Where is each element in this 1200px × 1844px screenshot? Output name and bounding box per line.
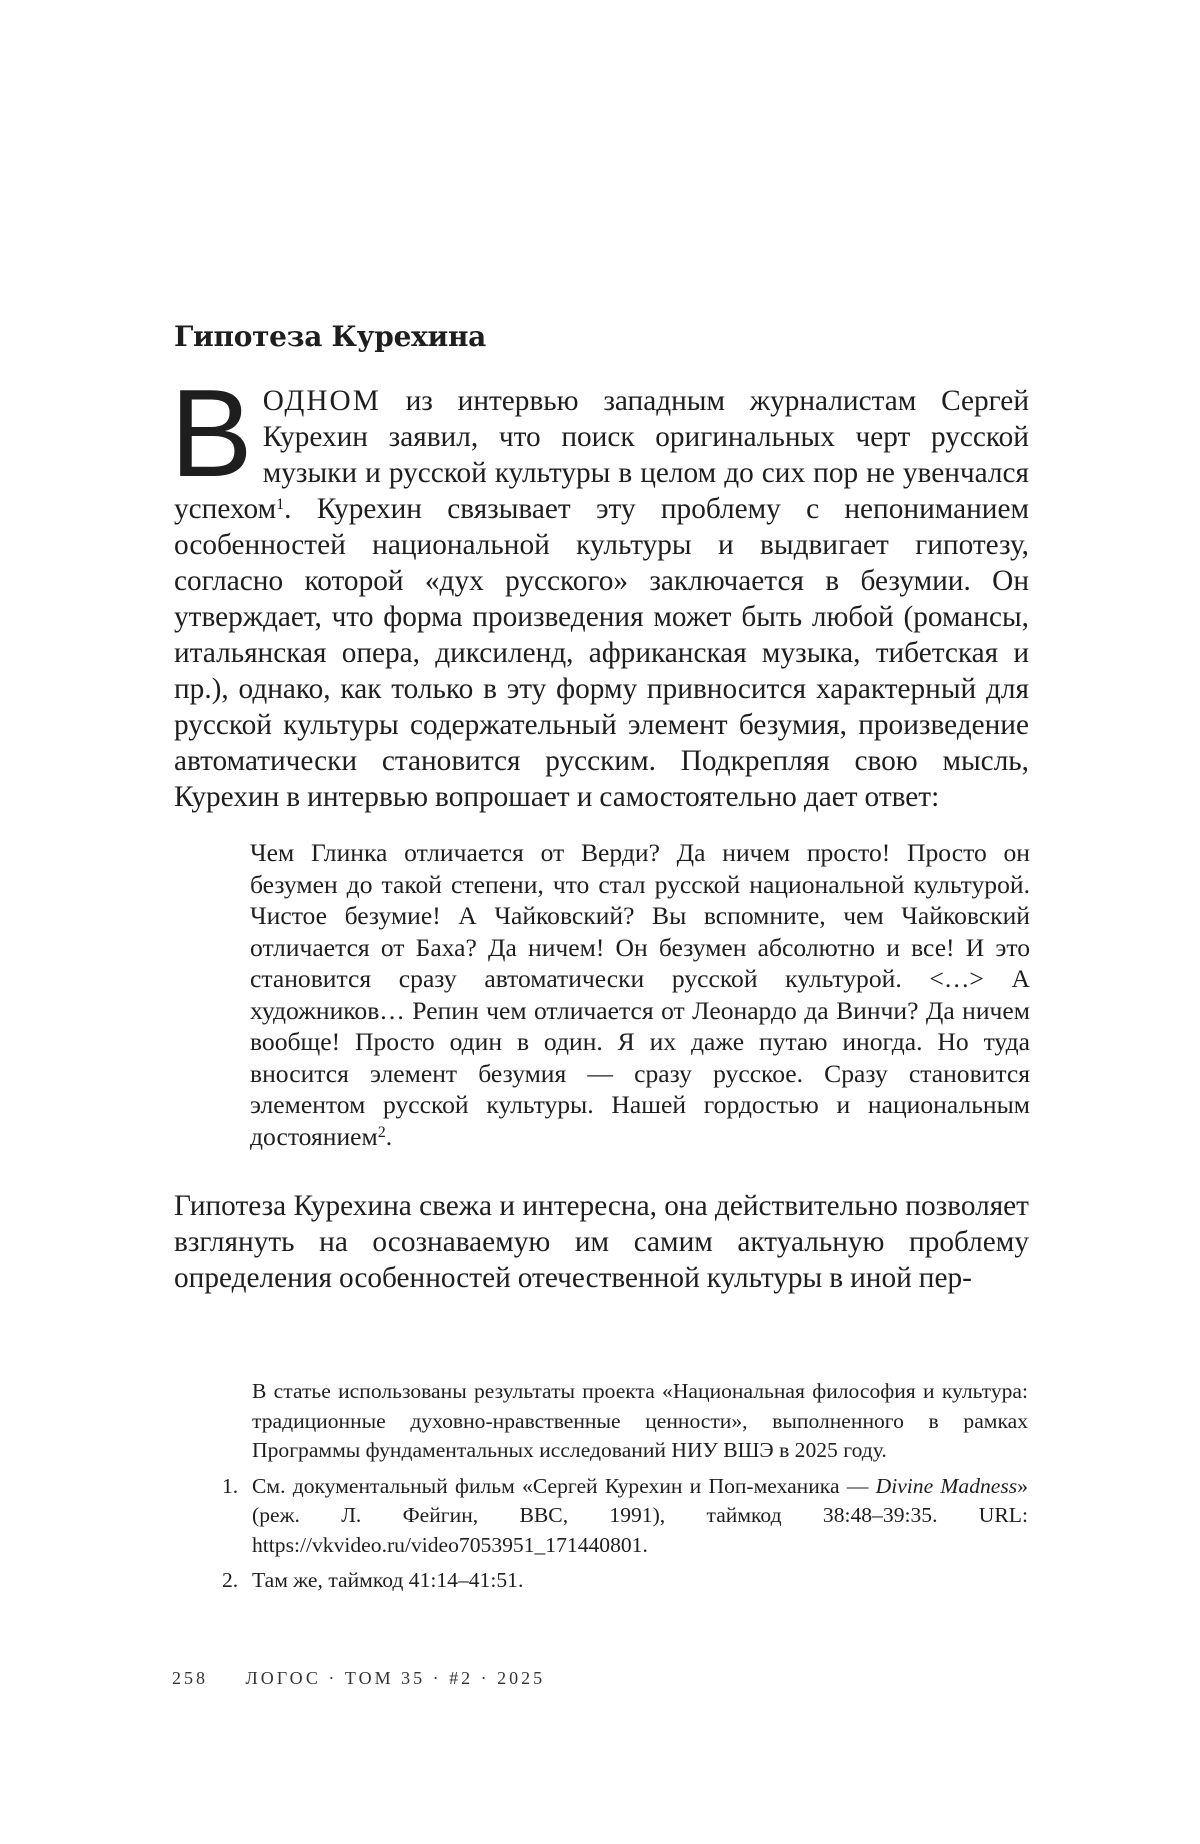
section-heading: Гипотеза Курехина [174,320,486,353]
footnote-number: 2. [222,1568,239,1592]
intro-paragraph [170,365,1029,815]
drop-cap: В [170,365,251,503]
lead-in-smallcaps: ОДНОМ [262,385,381,417]
paragraph-text-cont: . Курехин связывает эту проблему с непониманием особенностей национальной культуры и выдвигает гипотезу, согласно которой «дух русского» заключается в безумии. Он утверждает, что форма произведения может быть любой (романсы, итальянская опера, диксиленд, африканская музыка, тибетская и пр.), однако, как только в эту форму привносится характерный для русской культуры содержательный элемент безумия, произведение автоматически становится русским. Подкрепляя свою мысль, Курехин в интервью вопрошает и самостоятельно дает ответ: [174,493,1029,813]
journal-info: ЛОГОС · ТОМ 35 · #2 · 2025 [245,1668,546,1688]
second-paragraph: Гипотеза Курехина свежа и интересна, она действительно позволяет взглянуть на осознаваемую им самим актуальную проблему определения особенностей отечественной культуры в иной пер- [174,1190,1029,1294]
footnote-number: 1. [222,1473,239,1498]
block-quote [250,837,1030,1152]
footnotes-section [222,1377,1028,1602]
funding-note: В статье использованы результаты проекта «Национальная философия и культура: традиционные духовно-нравственные ценности», выполненного в рамках Программы фундаментальных исследований НИУ ВШЭ в 2025 году. [252,1379,1028,1462]
quote-end: . [385,1121,393,1151]
paragraph-text: из интервью западным журналистам Сергей Курехин заявил, что поиск оригинальных черт русской музыки и русской культуры в целом до сих пор не увенчался успехом [174,385,1029,525]
footnote-2 [222,1566,1028,1596]
footnote-ref-1[interactable]: 1 [276,496,285,514]
footnote-film-title: Divine Madness [875,1473,1018,1498]
running-footer [172,1668,545,1689]
footnote-1 [222,1472,1028,1561]
footnote-ref-2[interactable]: 2 [377,1123,386,1141]
footnote-text: См. документальный фильм «Сергей Курехин и Поп-механика — [252,1473,876,1498]
footnote-text-cont[interactable]: » (реж. Л. Фейгин, BBC, 1991), таймкод 38:48–39:35. URL: https://vkvideo.ru/video7053951_171440801. [252,1473,1028,1557]
page-number: 258 [172,1668,208,1688]
footnote-text: Там же, таймкод 41:14–41:51. [252,1568,524,1592]
quote-text: Чем Глинка отличается от Верди? Да ничем просто! Просто он безумен до такой степени, что стал русской национальной культурой. Чистое безумие! А Чайковский? Вы вспомните, чем Чайковский отличается от Баха? Да ничем! Он безумен абсолютно и все! И это становится сразу автоматически русской культурой. <…> А художников… Репин чем отличается от Леонардо да Винчи? Да ничем вообще! Просто один в один. Я их даже путаю иногда. Но туда вносится элемент безумия — сразу русское. Сразу становится элементом русской культуры. Нашей гордостью и национальным достоянием [250,838,1030,1151]
article-body [170,320,1030,1296]
